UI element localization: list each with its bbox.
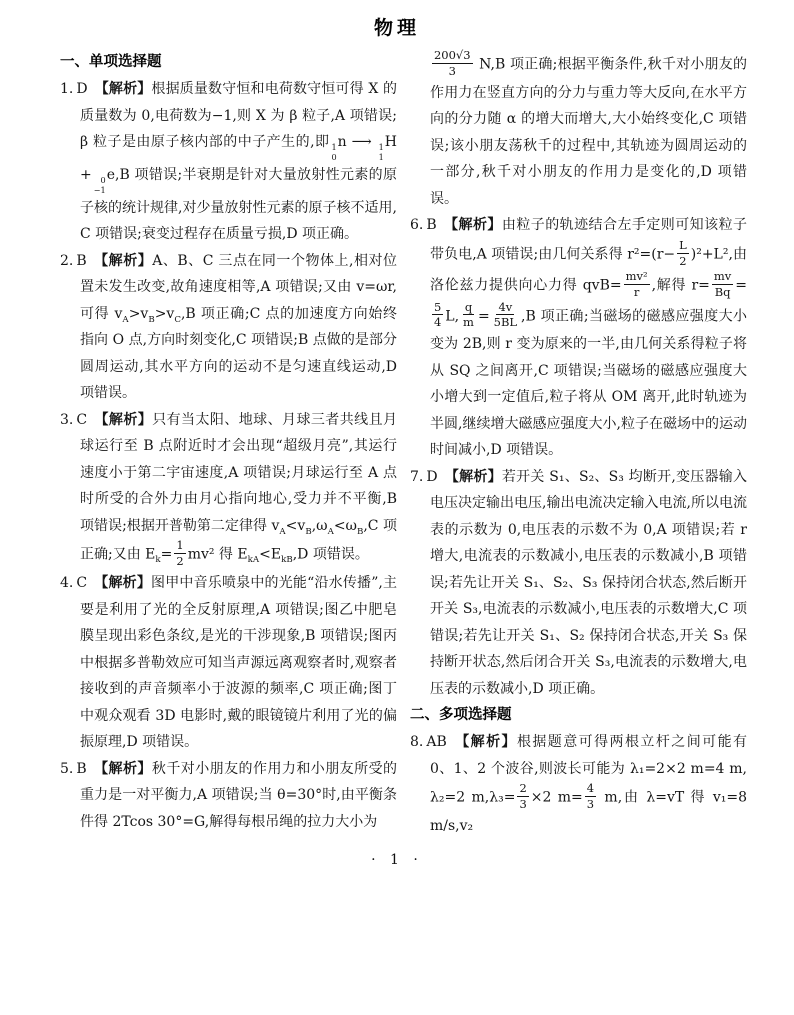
answer-item-6: 6. B 【解析】由粒子的轨迹结合左手定则可知该粒子带负电,A 项错误;由几何关系得 r²=(r− $\frac{L}{2}$ )²+L²,由洛伦兹力提供向心力得 qvB= $\frac{\text{mv²}}{r}$ ,解得 r= $\frac{mv}{Bq}$ = $\frac{5}{4}$ L, $\frac{q}{m}$ = $\frac{4v}{5BL}$ ,B 项正确;当磁场的磁感应强度大小变为 2B,则 r 变为原来的一半,由几何关系得粒子将从 SQ 之间离开,C 项错误;当磁场的磁感应强度大小增大到一定值后,粒子将从 OM 离开,此时轨迹为半圆,继续增大磁感应强度大小,粒子在磁场中的运动时间减小,D 项错误。 (410, 217, 747, 459)
answer-item-7: 7. D 【解析】若开关 S₁、S₂、S₃ 均断开,变压器输入电压决定输出电压,输出电流决定输入电流,所以电流表的示数为 0,电压表的示数不为 0,A 项错误;若 r 增大,电流表的示数减小,电压表的示数减小,B 项错误;若先让开关 S₁、S₂、S₃ 保持闭合状态,然后断开开关 S₃,电流表的示数减小,电压表的示数增大,C 项错误;若先让开关 S₁、S₂ 保持闭合状态,开关 S₃ 保持断开状态,然后闭合开关 S₃,电流表的示数增大,电压表的示数减小,D 项正确。 (410, 468, 747, 697)
section-heading: 二、多项选择题 (410, 707, 512, 724)
question-number: 5. (60, 760, 74, 777)
fraction: $\frac{1}{2}$ (176, 538, 184, 569)
answer-item-5: 5. B 【解析】秋千对小朋友的作用力和小朋友所受的重力是一对平衡力,A 项错误;当 θ=30°时,由平衡条件得 2Tcos 30°=G,解得每根吊绳的拉力大小为 (60, 760, 397, 830)
content-columns (0, 40, 794, 861)
fraction: $\frac{5}{4}$ (434, 299, 442, 330)
analysis-marker: 【解析】 (93, 760, 152, 777)
section-heading: 一、单项选择题 (60, 54, 162, 70)
analysis-marker: 【解析】 (94, 575, 152, 592)
answer-letter: B (76, 760, 87, 777)
answer-item-8: 8. AB 【解析】根据题意可得两根立杆之间可能有 0、1、2 个波谷,则波长可能为 λ₁=2×2 m=4 m,λ₂=2 m,λ₃= $\frac{2}{3}$ ×2 m= $\frac{4}{3}$ m,由 λ=vT 得 v₁=8 m/s,v₂ (410, 734, 747, 835)
left-column (60, 49, 397, 861)
page-title: 物理 (373, 18, 420, 39)
fraction: $\frac{2}{3}$ (519, 781, 527, 812)
question-number: 3. (60, 411, 74, 428)
nuclide-prescript: 1 1 (378, 141, 384, 162)
analysis-marker: 【解析】 (93, 252, 153, 269)
answer-item-3: 3. C 【解析】只有当太阳、地球、月球三者共线且月球运行至 B 点附近时才会出现“超级月亮”,其运行速度小于第二宇宙速度,A 项错误;月球运行至 A 点时所受的合外力由月心指向地心,受力并不平衡,B 项错误;根据开普勒第二定律得 $v_A<v_B,\omega_A<\omega_B,C$ 项正确;又由 $E_k=$ $\frac{1}{2}$ mv² 得 $E_{kA}<E_{kB},D$ 项错误。 (60, 411, 397, 569)
question-number: 7. (410, 468, 424, 485)
analysis-marker: 【解析】 (453, 734, 517, 751)
question-number: 6. (410, 217, 424, 234)
answer-item-1: 1. D 【解析】根据质量数守恒和电荷数守恒可得 X 的质量数为 0,电荷数为−1,则 X 为 β 粒子,A 项错误;β 粒子是由原子核内部的中子产生的,即 1 0 n ⟶ 1 1 H+ 0 −1 e,B 项错误;半衰期是针对大量放射性元素的原子核的统计规律,对少量放射性元素的原子核不适用,C 项错误;衰变过程存在质量亏损,D 项正确。 (60, 81, 397, 243)
answer-letter: B (426, 217, 437, 234)
question-number: 1. (60, 81, 74, 97)
right-column (410, 49, 747, 861)
nuclide-prescript: 1 0 (331, 141, 337, 162)
analysis-marker: 【解析】 (443, 217, 502, 234)
nuclide-prescript: 0 −1 (93, 174, 106, 195)
analysis-marker: 【解析】 (94, 411, 153, 428)
analysis-marker: 【解析】 (94, 81, 152, 97)
fraction: $\frac{4}{3}$ (586, 781, 595, 812)
fraction: $\frac{200√3}{3}$ (434, 49, 471, 78)
fraction: $\frac{mv}{Bq}$ (713, 268, 732, 299)
fraction: $\frac{L}{2}$ (679, 237, 687, 268)
fraction: $\frac{\text{mv²}}{r}$ (625, 268, 648, 299)
answer-item-4: 4. C 【解析】图甲中音乐喷泉中的光能“沿水传播”,主要是利用了光的全反射原理,A 项错误;图乙中肥皂膜呈现出彩色条纹,是光的干涉现象,B 项错误;图丙中根据多普勒效应可知当声源远离观察者时,观察者接收到的声音频率小于波源的频率,C 项正确;图丁中观众观看 3D 电影时,戴的眼镜镜片利用了光的偏振原理,D 项错误。 (60, 575, 397, 751)
answer-letter: AB (426, 734, 447, 751)
question-number: 4. (60, 575, 74, 592)
analysis-marker: 【解析】 (444, 468, 502, 485)
answer-letter: D (426, 468, 438, 485)
fraction: $\frac{q}{m}$ (463, 299, 474, 330)
question-number: 2. (60, 252, 74, 269)
fraction: $\frac{4v}{5BL}$ (493, 299, 518, 330)
answer-letter: B (76, 252, 87, 269)
page-number: · 1 · (371, 852, 423, 868)
question-number: 8. (410, 734, 424, 751)
answer-continuation: $\frac{200√3}{3}$ N,B 项正确;根据平衡条件,秋千对小朋友的作用力在竖直方向的分力与重力等大反向,在水平方向的分力随 α 的增大而增大,大小始终变化,C 项错误;该小朋友荡秋千的过程中,其轨迹为圆周运动的一部分,秋千对小朋友的作用力是变化的,D 项错误。 (430, 49, 747, 207)
answer-letter: D (76, 81, 88, 97)
answer-letter: C (76, 575, 88, 592)
answer-letter: C (76, 411, 88, 428)
answer-item-2: 2. B 【解析】A、B、C 三点在同一个物体上,相对位置未发生改变,故角速度相等,A 项错误;又由 v=ωr,可得 $v_A>v_B>v_C,B$ 项正确;C 点的加速度方向始终指向 O 点,方向时刻变化,C 项错误;B 点做的是部分圆周运动,其水平方向的运动不是匀速直线运动,D 项错误。 (60, 252, 397, 402)
